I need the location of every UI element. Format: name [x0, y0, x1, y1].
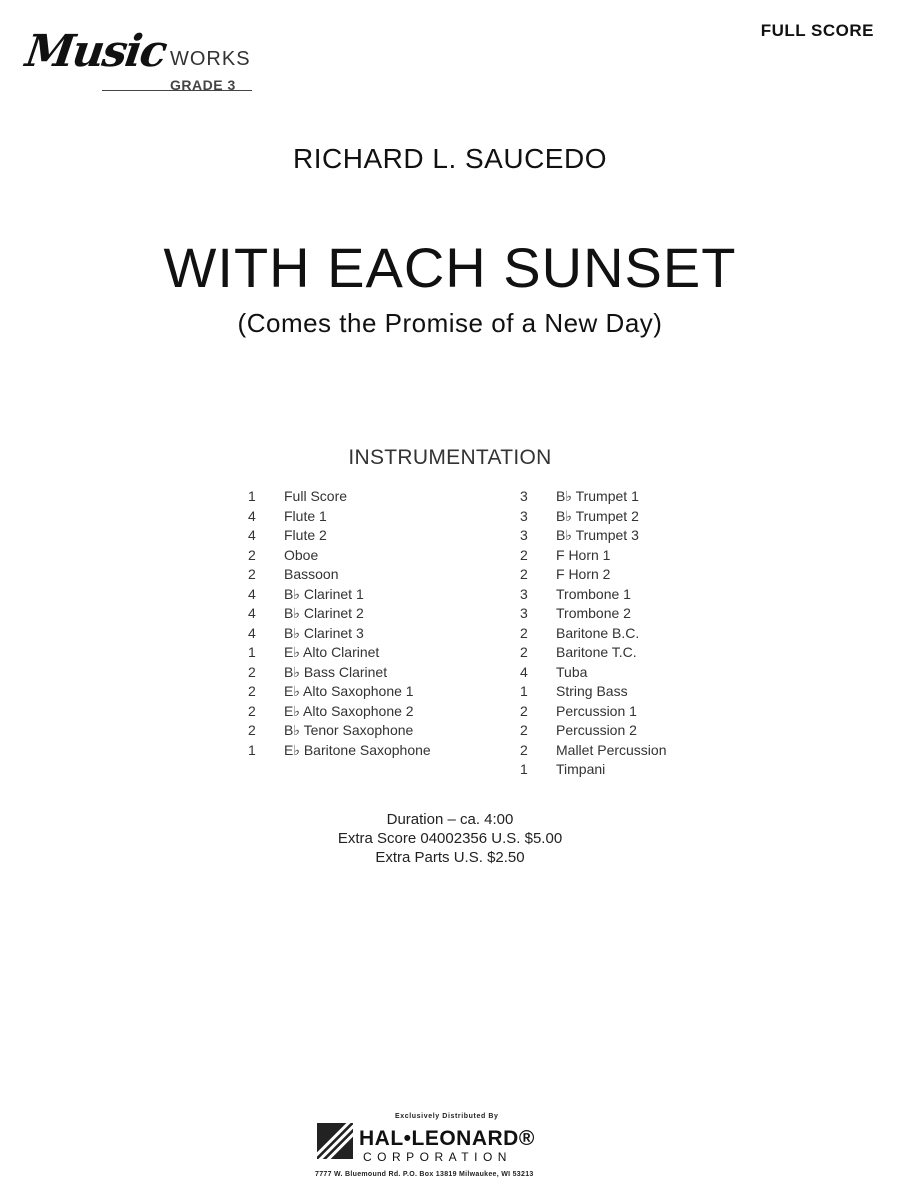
publisher-block	[315, 1113, 595, 1183]
instrument-qty: 2	[520, 722, 528, 738]
instrument-qty: 2	[248, 722, 256, 738]
instrument-name: E♭ Alto Saxophone 2	[284, 702, 414, 719]
full-score-label: FULL SCORE	[760, 21, 874, 40]
musicworks-logo	[22, 22, 262, 102]
instrument-qty: 2	[248, 566, 256, 582]
instrument-name: E♭ Alto Clarinet	[284, 644, 380, 660]
instrument-name: Percussion 2	[556, 722, 637, 738]
instrument-qty: 2	[248, 663, 256, 680]
instrument-row	[248, 526, 508, 546]
duration-text: Duration – ca. 4:00	[386, 811, 514, 828]
instrument-qty: 2	[520, 624, 528, 641]
logo-script-text: Music	[22, 26, 169, 77]
instrument-qty: 3	[520, 488, 528, 504]
instrument-qty: 4	[520, 663, 528, 680]
instrument-row	[248, 643, 508, 663]
instrument-row	[248, 487, 508, 507]
instrument-name: String Bass	[556, 683, 628, 699]
instrument-row	[520, 760, 740, 780]
instrument-row	[520, 624, 740, 644]
extra-parts-text: Extra Parts U.S. $2.50	[375, 849, 525, 866]
instrument-name: Oboe	[284, 546, 319, 563]
instrument-qty: 2	[248, 683, 256, 699]
instrument-row	[520, 721, 740, 741]
instrument-row	[520, 702, 740, 722]
grade-label: GRADE 3	[170, 77, 236, 93]
instrument-name: Bassoon	[284, 566, 339, 582]
instrument-name: F Horn 1	[556, 546, 611, 563]
instrument-row	[248, 585, 508, 605]
instrument-qty: 4	[248, 585, 256, 602]
publisher-corporation: CORPORATION	[363, 1150, 512, 1164]
instrumentation-left-column	[248, 487, 508, 760]
instrument-row	[248, 604, 508, 624]
instrument-row	[248, 624, 508, 644]
distributed-by-text: Exclusively Distributed By	[395, 1113, 499, 1120]
instrument-name: E♭ Alto Saxophone 1	[284, 683, 414, 699]
instrument-row	[248, 663, 508, 683]
instrument-row	[248, 546, 508, 566]
instrument-qty: 3	[520, 585, 528, 602]
instrument-row	[520, 585, 740, 605]
instrument-row	[520, 487, 740, 507]
instrument-name: Percussion 1	[556, 702, 637, 719]
instrument-name: B♭ Clarinet 3	[284, 624, 364, 641]
instrument-name: B♭ Clarinet 2	[284, 605, 364, 621]
instrument-qty: 2	[520, 702, 528, 719]
instrument-row	[520, 741, 740, 761]
extra-score-text: Extra Score 04002356 U.S. $5.00	[337, 830, 563, 847]
instrument-row	[248, 702, 508, 722]
instrument-row	[520, 604, 740, 624]
instrument-name: Trombone 1	[556, 585, 631, 602]
instrument-name: Timpani	[556, 761, 606, 777]
composer-name: RICHARD L. SAUCEDO	[293, 143, 607, 174]
instrument-row	[520, 682, 740, 702]
instrument-row	[248, 741, 508, 761]
instrument-name: Full Score	[284, 488, 348, 504]
instrument-name: Trombone 2	[556, 605, 631, 621]
instrument-row	[248, 682, 508, 702]
instrument-row	[248, 565, 508, 585]
instrument-qty: 1	[248, 488, 256, 504]
instrument-qty: 1	[248, 741, 256, 758]
instrument-qty: 2	[248, 546, 256, 563]
instrument-name: E♭ Baritone Saxophone	[284, 741, 431, 758]
instrument-name: Mallet Percussion	[556, 741, 667, 758]
instrumentation-right-column	[520, 487, 740, 780]
instrument-row	[520, 507, 740, 527]
instrument-name: B♭ Trumpet 3	[556, 527, 639, 543]
instrument-name: F Horn 2	[556, 566, 611, 582]
instrument-row	[520, 565, 740, 585]
page-title: WITH EACH SUNSET	[163, 236, 737, 299]
publisher-name: HAL•LEONARD®	[359, 1127, 535, 1150]
instrument-qty: 1	[248, 644, 256, 660]
instrument-name: B♭ Bass Clarinet	[284, 663, 388, 680]
instrument-qty: 3	[520, 605, 528, 621]
instrument-qty: 2	[248, 702, 256, 719]
instrument-qty: 2	[520, 566, 528, 582]
publisher-address: 7777 W. Bluemound Rd. P.O. Box 13819 Milwaukee, WI 53213	[315, 1171, 534, 1178]
instrumentation-heading: INSTRUMENTATION	[348, 446, 552, 469]
instrument-name: Flute 2	[284, 527, 327, 543]
score-details	[0, 810, 900, 867]
instrument-name: B♭ Clarinet 1	[284, 585, 364, 602]
logo-works-text: WORKS	[170, 48, 251, 70]
hal-leonard-logo-icon	[317, 1123, 353, 1159]
instrument-qty: 2	[520, 546, 528, 563]
instrument-name: Flute 1	[284, 507, 327, 524]
instrument-qty: 3	[520, 527, 528, 543]
instrument-name: B♭ Trumpet 1	[556, 488, 639, 504]
instrument-qty: 4	[248, 507, 256, 524]
instrument-qty: 3	[520, 507, 528, 524]
instrument-name: B♭ Trumpet 2	[556, 507, 639, 524]
instrument-name: Tuba	[556, 663, 588, 680]
instrument-qty: 4	[248, 624, 256, 641]
instrument-qty: 1	[520, 683, 528, 699]
instrument-qty: 2	[520, 741, 528, 758]
instrument-name: B♭ Tenor Saxophone	[284, 722, 414, 738]
page-subtitle: (Comes the Promise of a New Day)	[237, 308, 663, 338]
instrument-row	[248, 721, 508, 741]
instrument-row	[520, 546, 740, 566]
instrument-qty: 2	[520, 644, 528, 660]
instrument-row	[248, 507, 508, 527]
instrument-qty: 1	[520, 761, 528, 777]
instrument-name: Baritone T.C.	[556, 644, 637, 660]
instrument-row	[520, 526, 740, 546]
instrument-row	[520, 663, 740, 683]
instrument-row	[520, 643, 740, 663]
instrument-qty: 4	[248, 605, 256, 621]
instrument-name: Baritone B.C.	[556, 624, 640, 641]
instrument-qty: 4	[248, 527, 256, 543]
